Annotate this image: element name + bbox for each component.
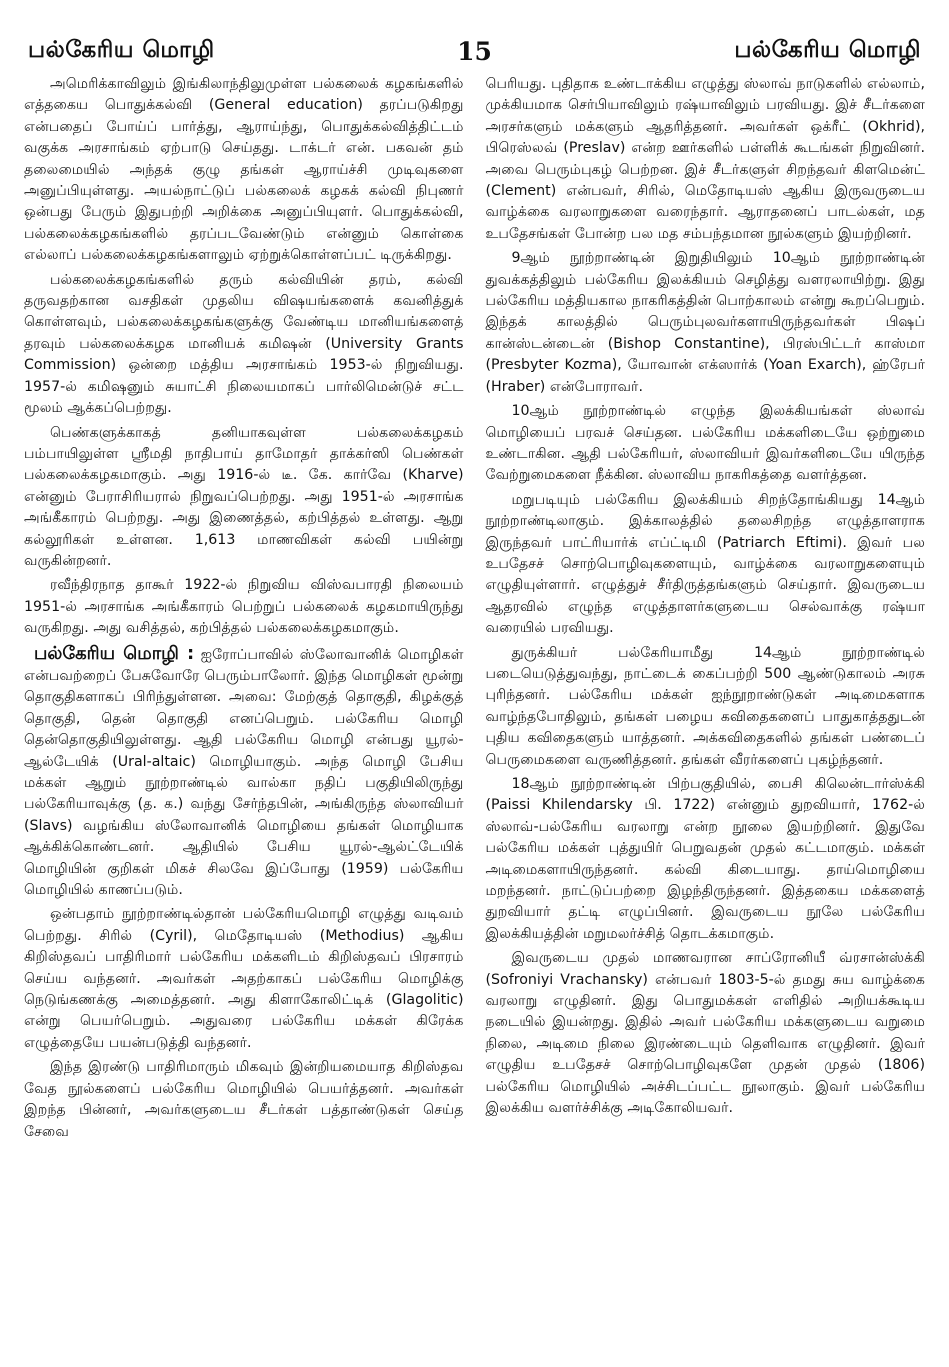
paragraph: 10ஆம் நூற்றாண்டில் எழுந்த இலக்கியங்கள் ஸ்லாவ் மொழியைப் பரவச் செய்தன. பல்கேரிய மக்களிடையே ஒற்றுமை உண்டாகின. ஆதி பல்கேரியர், ஸ்லாவியர் இவர்களிடையே யிருந்த வேற்றுமைகளை நீக்கின. ஸ்லாவிய நாகரிகத்தை வளர்த்தன. <box>485 403 925 484</box>
paragraph: பெரியது. புதிதாக உண்டாக்கிய எழுத்து ஸ்லாவ் நாடுகளில் எல்லாம், முக்கியமாக செர்பியாவிலும் ரஷ்யாவிலும் பரவியது. இச் சீடர்களை அரசர்களும் மக்களும் ஆதரித்தனர். அவர்கள் ஒக்ரீட் (Okhrid), பிரெஸ்லவ் (Preslav) என்ற ஊர்களில் பள்ளிக் கூடங்கள் நிறுவினர். அவை பெரும்புகழ் பெற்றன. இச் சீடர்களுள் சிறந்தவர் கிளமென்ட் (Clement) என்பவர், சிரில், மெதோடியஸ் ஆகிய இருவருடைய வாழ்க்கை வரலாறுகளை வரைந்தார். ஆராதனைப் பாடல்கள், மத உபதேசங்கள் போன்ற பல மத சம்பந்தமான நூல்களும் இயற்றினர். <box>485 76 925 242</box>
paragraph: துருக்கியர் பல்கேரியாமீது 14ஆம் நூற்றாண்டில் படையெடுத்துவந்து, நாட்டைக் கைப்பற்றி 500 ஆண்டுகாலம் அரசு புரிந்தனர். பல்கேரிய மக்கள் ஐந்நூறாண்டுகள் அடிமைகளாக வாழ்ந்தபோதிலும், தங்கள் பழைய கவிதைகளைப் பாதுகாத்ததுடன் புதிய கவிதைகளும் யாத்தனர். அக்கவிதைகளில் தங்கள் பண்டைப் பெருமைகளை வருணித்தனர். தங்கள் வீரர்களைப் புகழ்ந்தனர். <box>485 644 925 768</box>
left-column <box>24 74 464 1146</box>
paragraph: இவருடைய முதல் மாணவரான சாப்ரோனியீ வ்ரசான்ஸ்க்கி (Sofroniyi Vrachansky) என்பவர் 1803-5-ல் தமது சுய வாழ்க்கை வரலாறு எழுதினர். இது பொதுமக்கள் எளிதில் அறியக்கூடிய நடையில் இயன்றது. இதில் அவர் பல்கேரிய மக்களுடைய வறுமை நிலை, அடிமை நிலை இரண்டையும் தெளிவாக எழுதினர். இவர் எழுதிய உபதேசச் சொற்பொழிவுகளே முதன் முதல் (1806) பல்கேரிய மொழியில் அச்சிடப்பட்ட நூலாகும். இவர் பல்கேரிய இலக்கிய வளர்ச்சிக்கு அடிகோலியவர். <box>485 950 925 1117</box>
paragraph: மறுபடியும் பல்கேரிய இலக்கியம் சிறந்தோங்கியது 14ஆம் நூற்றாண்டிலாகும். இக்காலத்தில் தலைசிறந்த எழுத்தாளராக இருந்தவர் பாட்ரியார்க் எப்ட்டிமி (Patriarch Eftimi). இவர் பல உபதேசச் சொற்பொழிவுகளையும், வாழ்க்கை வரலாறுகளையும் எழுதியுள்ளார். எழுத்துச் சீர்திருத்தங்களும் செய்தார். இவருடைய ஆதரவில் எழுந்த எழுத்தாளர்களுடைய செல்வாக்கு ரஷ்யா வரையில் பரவியது. <box>485 491 925 637</box>
page-header <box>24 26 925 66</box>
paragraph: ரவீந்திரநாத தாகூர் 1922-ல் நிறுவிய விஸ்வபாரதி நிலையம் 1951-ல் அரசாங்க அங்கீகாரம் பெற்றுப் பல்கலைக் கழகமாயிருந்து வருகிறது. அது வசித்தல், கற்பித்தல் பல்கலைக்கழகமாகும். <box>24 577 464 637</box>
paragraph: 18ஆம் நூற்றாண்டின் பிற்பகுதியில், பைசி கிலென்டார்ஸ்க்கி (Paissi Khilendarsky பி. 1722) என்னும் துறவியார், 1762-ல் ஸ்லாவ்-பல்கேரிய வரலாறு என்ற நூலை இயற்றினர். இதுவே பல்கேரிய மக்கள் புத்துயிர் பெறுவதன் முதல் கட்டமாகும். மக்கள் அடிமைகளாயிருந்தனர். கல்வி கிடையாது. தாய்மொழியை மறந்தனர். நாட்டுப்பற்றை இழந்திருந்தனர். இத்தகைய மக்களைத் துறவியார் தட்டி எழுப்பினர். இவருடைய நூலே பல்கேரிய இலக்கியத்தின் மறுமலர்ச்சித் தொடக்கமாகும். <box>485 776 925 942</box>
paragraph: பெண்களுக்காகத் தனியாகவுள்ள பல்கலைக்கழகம் பம்பாயிலுள்ள ஸ்ரீமதி நாதிபாய் தாமோதர் தாக்கர்ஸி பெண்கள் பல்கலைக்கழகமாகும். அது 1916-ல் டீ. கே. கார்வே (Kharve) என்னும் பேராசிரியரால் நிறுவப்பெற்றது. அது 1951-ல் அரசாங்க அங்கீகாரம் பெற்றது. அது இணைத்தல், கற்பித்தல் உள்ளது. ஆறு கல்லூரிகள் உள்ளன. 1,613 மாணவிகள் கல்வி பயின்று வருகின்றனர். <box>24 424 464 569</box>
section-heading: பல்கேரிய மொழி : <box>34 642 195 664</box>
text-columns <box>24 74 925 1146</box>
header-right-title: பல்கேரிய மொழி <box>734 37 921 63</box>
header-left-title: பல்கேரிய மொழி <box>28 37 215 63</box>
paragraph: 9ஆம் நூற்றாண்டின் இறுதியிலும் 10ஆம் நூற்றாண்டின் துவக்கத்திலும் பல்கேரிய இலக்கியம் செழித்து வளரலாயிற்று. இது பல்கேரிய மத்தியகால நாகரிகத்தின் பொற்காலம் என்று கூறப்பெறும். இந்தக் காலத்தில் பெரும்புலவர்களாயிருந்தவர்கள் பிஷப் கான்ஸ்டன்டைன் (Bishop Constantine), பிரஸ்பிட்டர் காஸ்மா (Presbyter Kozma), யோவான் எக்ஸார்க் (Yoan Exarch), ஹ்ரேபர் (Hraber) என்போராவர். <box>485 250 925 395</box>
paragraph: இந்த இரண்டு பாதிரிமாரும் மிகவும் இன்றியமையாத கிறிஸ்தவ வேத நூல்களைப் பல்கேரிய மொழியில் பெயர்த்தனர். அவர்கள் இறந்த பின்னர், அவர்களுடைய சீடர்கள் பத்தாண்டுகள் செய்த சேவை <box>24 1059 464 1140</box>
section-paragraph <box>24 643 464 902</box>
paragraph: ஒன்பதாம் நூற்றாண்டில்தான் பல்கேரியமொழி எழுத்து வடிவம் பெற்றது. சிரில் (Cyril), மெதோடியஸ் (Methodius) ஆகிய கிறிஸ்தவப் பாதிரிமார் பல்கேரிய மக்களிடம் கிறிஸ்தவப் பிரசாரம் செய்ய வந்தனர். அவர்கள் அதற்காகப் பல்கேரிய மொழிக்கு நெடுங்கணக்கு அமைத்தனர். அது கிளாகோலிட்டிக் (Glagolitic) என்று பெயர்பெறும். அதுவரை பல்கேரிய மக்கள் கிரேக்க எழுத்தையே பயன்படுத்தி வந்தனர். <box>24 906 464 1051</box>
right-column <box>486 74 926 1146</box>
section-text: ஐரோப்பாவில் ஸ்லோவானிக் மொழிகள் என்பவற்றைப் பேசுவோரே பெரும்பாலோர். இந்த மொழிகள் மூன்று தொகுதிகளாகப் பிரிந்துள்ளன. அவை: மேற்குத் தொகுதி, கிழக்குத் தொகுதி, தென் தொகுதி எனப்பெறும். பல்கேரிய மொழி தென்தொகுதியிலுள்ளது. ஆதி பல்கேரிய மொழி என்பது யூரல்-ஆல்டேயிக் (Ural-altaic) மொழியாகும். அந்த மொழி பேசிய மக்கள் ஆறும் நூற்றாண்டில் வால்கா நதிப் பகுதியிலிருந்து பல்கேரியாவுக்கு (த. க.) வந்து சேர்ந்தபின், அங்கிருந்த ஸ்லாவியர் (Slavs) வழங்கிய ஸ்லோவானிக் மொழியை தங்கள் மொழியாக ஆக்கிக்கொண்டனர். ஆதியில் பேசிய யூரல்-ஆல்ட்டேயிக் மொழியின் குறிகள் மிகச் சிலவே இப்போது (1959) பல்கேரிய மொழியில் காணப்படும். <box>24 646 464 899</box>
page-number: 15 <box>457 37 492 66</box>
paragraph: பல்கலைக்கழகங்களில் தரும் கல்வியின் தரம், கல்வி தருவதற்கான வசதிகள் முதலிய விஷயங்களைக் கவனித்துக் கொள்ளவும், பல்கலைக்கழகங்களுக்கு வேண்டிய மானியங்களைத் தரவும் பல்கலைக்கழக மானியக் கமிஷன் (University Grants Commission) ஒன்றை மத்திய அரசாங்கம் 1953-ல் நிறுவியது. 1957-ல் கமிஷனும் சுயாட்சி நிலையமாகப் பார்லிமென்டுச் சட்ட மூலம் ஆக்கப்பெற்றது. <box>24 271 464 417</box>
paragraph: அமெரிக்காவிலும் இங்கிலாந்திலுமுள்ள பல்கலைக் கழகங்களில் எத்தகைய பொதுக்கல்வி (General education) தரப்படுகிறது என்பதைப் போய்ப் பார்த்து, ஆராய்ந்து, பொதுக்கல்வித்திட்டம் வகுக்க அரசாங்கம் ஏற்பாடு செய்தது. டாக்டர் என். பகவன் தம் தலைமையில் அந்தக் குழு தங்கள் ஆராய்ச்சி முடிவுகளை அனுப்பியுள்ளது. அயல்நாட்டுப் பல்கலைக் கழகக் கல்வி நிபுணர் ஒன்பது பேரும் இதுபற்றி அறிக்கை அனுப்பியுளர். பொதுக்கல்வி, பல்கலைக்கழகங்களில் தரப்படவேண்டும் என்னும் கொள்கை எல்லாப் பல்கலைக்கழகங்களாலும் ஏற்றுக்கொள்ளப்பட் டிருக்கிறது. <box>24 76 464 264</box>
